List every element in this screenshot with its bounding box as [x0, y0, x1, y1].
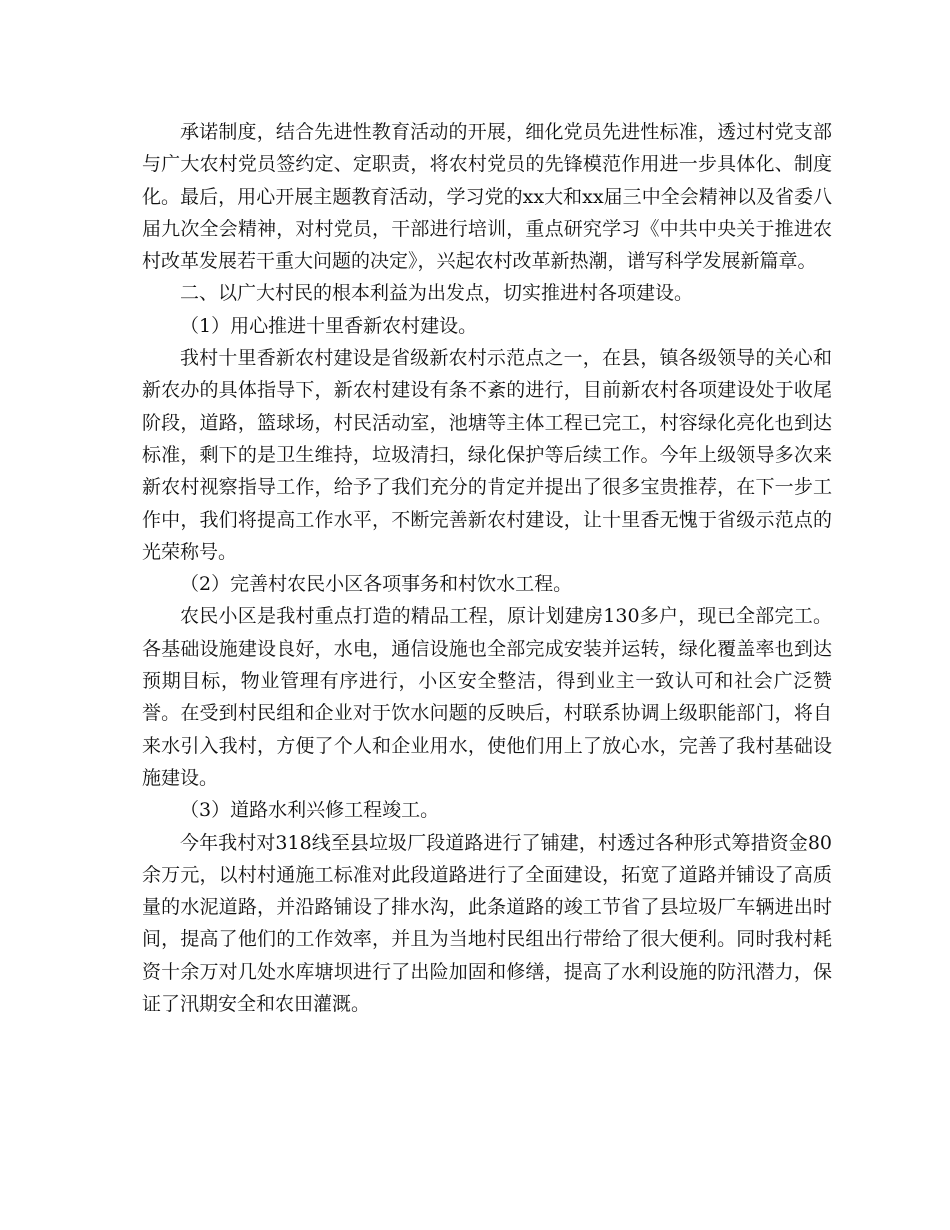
document-body: [142, 116, 832, 1020]
subheading-1: （1）用心推进十里香新农村建设。: [180, 314, 478, 337]
subheading-2: （2）完善村农民小区各项事务和村饮水工程。: [180, 573, 573, 596]
section-heading-two: 二、以广大村民的根本利益为出发点，切实推进村各项建设。: [180, 282, 694, 305]
paragraph-residential-area: 农民小区是我村重点打造的精品工程，原计划建房130多户，现已全部完工。各基础设施建设良好，水电，通信设施也全部完成安装并运转，绿化覆盖率也到达预期目标，物业管理有序进行，小区安全整洁，得到业主一致认可和社会广泛赞誉。在受到村民组和企业对于饮水问题的反映后，村联系协调上级职能部门，将自来水引入我村，方便了个人和企业用水，使他们用上了放心水，完善了我村基础设施建设。: [142, 605, 832, 789]
subheading-3: （3）道路水利兴修工程竣工。: [180, 799, 440, 822]
paragraph-road-water: 今年我村对318线至县垃圾厂段道路进行了铺建，村透过各种形式筹措资金80余万元，以村村通施工标准对此段道路进行了全面建设，拓宽了道路并铺设了高质量的水泥道路，并沿路铺设了排水沟，此条道路的竣工节省了县垃圾厂车辆进出时间，提高了他们的工作效率，并且为当地村民组出行带给了很大便利。同时我村耗资十余万对几处水库塘坝进行了出险加固和修缮，提高了水利设施的防汛潜力，保证了汛期安全和农田灌溉。: [142, 831, 832, 1016]
paragraph-party-commitment: 承诺制度，结合先进性教育活动的开展，细化党员先进性标准，透过村党支部与广大农村党员签约定、定职责，将农村党员的先锋模范作用进一步具体化、制度化。最后，用心开展主题教育活动，学习党的xx大和xx届三中全会精神以及省委八届九次全会精神，对村党员，干部进行培训，重点研究学习《中共中央关于推进农村改革发展若干重大问题的决定》，兴起农村改革新热潮，谱写科学发展新篇章。: [142, 121, 832, 273]
paragraph-new-village: 我村十里香新农村建设是省级新农村示范点之一，在县，镇各级领导的关心和新农办的具体指导下，新农村建设有条不紊的进行，目前新农村各项建设处于收尾阶段，道路，篮球场，村民活动室，池塘等主体工程已完工，村容绿化亮化也到达标准，剩下的是卫生维持，垃圾清扫，绿化保护等后续工作。今年上级领导多次来新农村视察指导工作，给予了我们充分的肯定并提出了很多宝贵推荐，在下一步工作中，我们将提高工作水平，不断完善新农村建设，让十里香无愧于省级示范点的光荣称号。: [142, 347, 832, 563]
